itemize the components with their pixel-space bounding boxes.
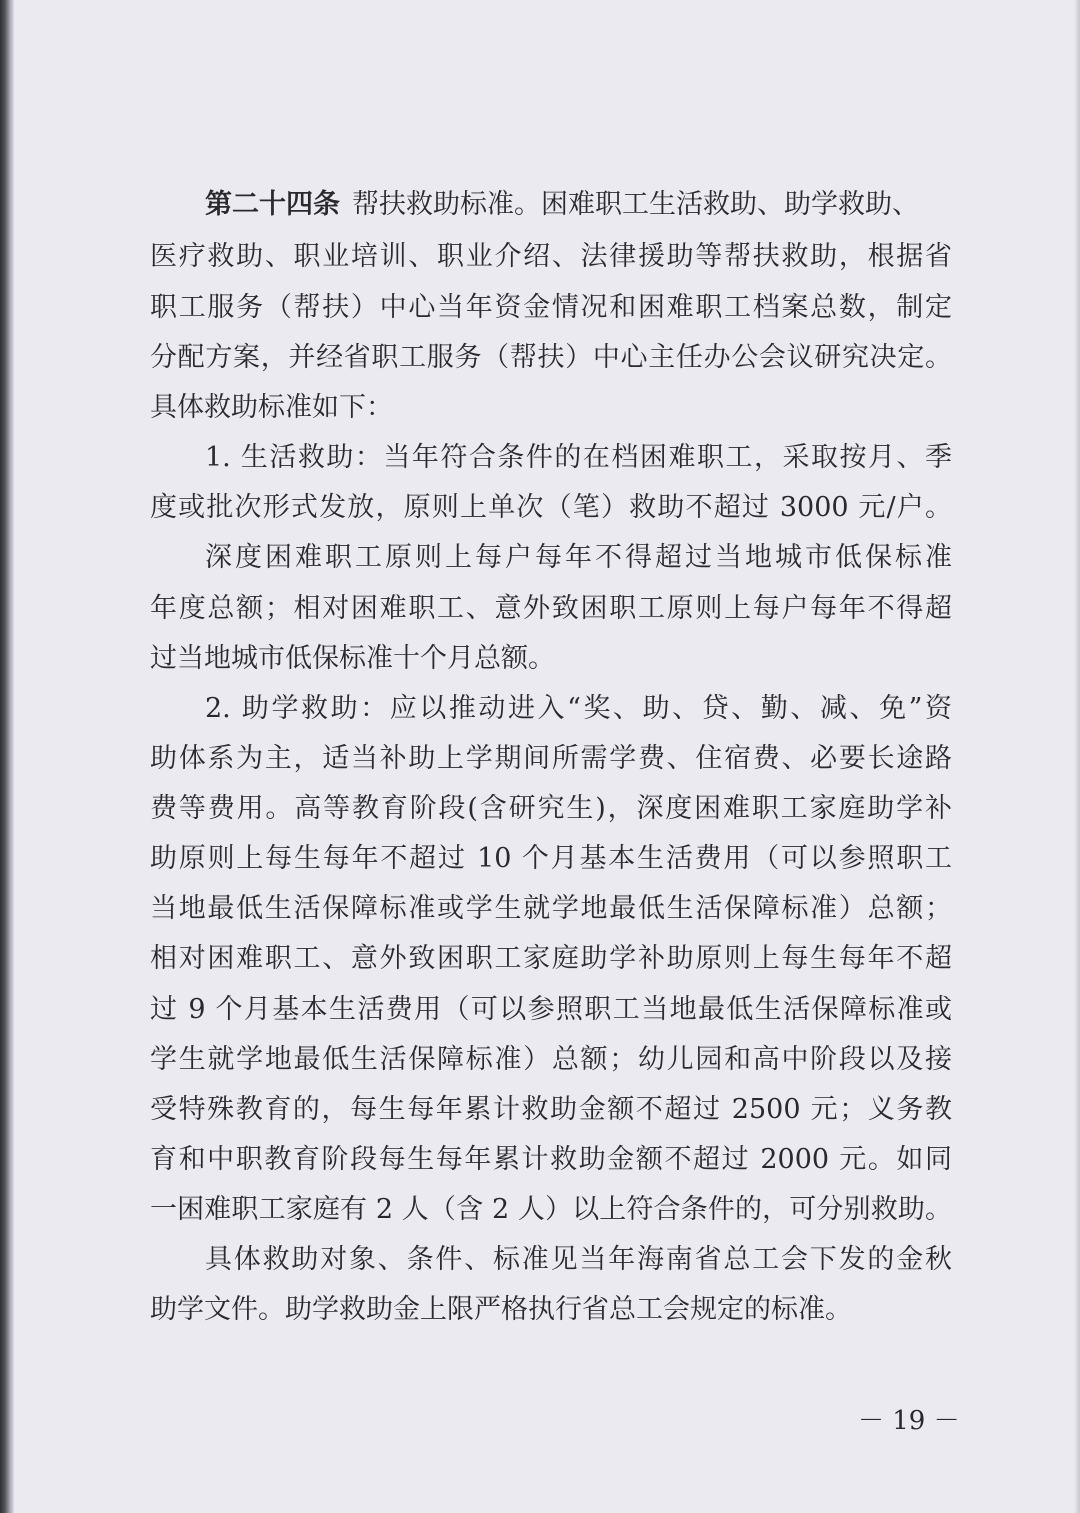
paragraph-line: 2. 助学救助：应以推动进入“奖、助、贷、勤、减、免”资 <box>205 693 952 724</box>
paragraph-line: 育和中职教育阶段每生每年累计救助金额不超过 2000 元。如同 <box>150 1144 952 1175</box>
paragraph-line: 具体救助对象、条件、标准见当年海南省总工会下发的金秋 <box>205 1244 952 1275</box>
paragraph-line: 当地最低生活保障标准或学生就学地最低生活保障标准）总额； <box>150 893 952 924</box>
article-24-line <box>205 188 952 222</box>
paragraph-line: 助体系为主，适当补助上学期间所需学费、住宿费、必要长途路 <box>150 743 952 774</box>
article-heading: 第二十四条 <box>205 189 340 220</box>
paragraph-line: 学生就学地最低生活保障标准）总额；幼儿园和高中阶段以及接 <box>150 1044 952 1075</box>
scan-edge-right <box>1074 0 1080 1513</box>
paragraph-line: 助原则上每生每年不超过 10 个月基本生活费用（可以参照职工 <box>150 843 952 874</box>
paragraph-line: 帮扶救助标准。困难职工生活救助、助学救助、 <box>352 189 919 220</box>
paragraph-line: 分配方案，并经省职工服务（帮扶）中心主任办公会议研究决定。 <box>150 342 952 373</box>
scan-edge-shadow <box>0 0 14 1513</box>
page-number: － 19 － <box>858 1406 960 1436</box>
paragraph-line: 一困难职工家庭有 2 人（含 2 人）以上符合条件的，可分别救助。 <box>150 1194 952 1225</box>
paragraph-line: 深度困难职工原则上每户每年不得超过当地城市低保标准 <box>205 542 952 573</box>
paragraph-line: 助学文件。助学救助金上限严格执行省总工会规定的标准。 <box>150 1294 852 1325</box>
paragraph-line: 过 9 个月基本生活费用（可以参照职工当地最低生活保障标准或 <box>150 994 952 1025</box>
paragraph-line: 具体救助标准如下： <box>150 392 393 423</box>
paragraph-line: 过当地城市低保标准十个月总额。 <box>150 643 555 674</box>
paragraph-line: 1. 生活救助：当年符合条件的在档困难职工，采取按月、季 <box>205 442 952 473</box>
paragraph-line: 医疗救助、职业培训、职业介绍、法律援助等帮扶救助，根据省 <box>150 241 952 272</box>
paragraph-line: 职工服务（帮扶）中心当年资金情况和困难职工档案总数，制定 <box>150 292 952 323</box>
paragraph-line: 度或批次形式发放，原则上单次（笔）救助不超过 3000 元/户。 <box>150 492 952 523</box>
paragraph-line: 受特殊教育的，每生每年累计救助金额不超过 2500 元；义务教 <box>150 1094 952 1125</box>
paragraph-line: 相对困难职工、意外致困职工家庭助学补助原则上每生每年不超 <box>150 943 952 974</box>
paragraph-line: 年度总额；相对困难职工、意外致困职工原则上每户每年不得超 <box>150 593 952 624</box>
paragraph-line: 费等费用。高等教育阶段(含研究生)，深度困难职工家庭助学补 <box>150 793 952 824</box>
